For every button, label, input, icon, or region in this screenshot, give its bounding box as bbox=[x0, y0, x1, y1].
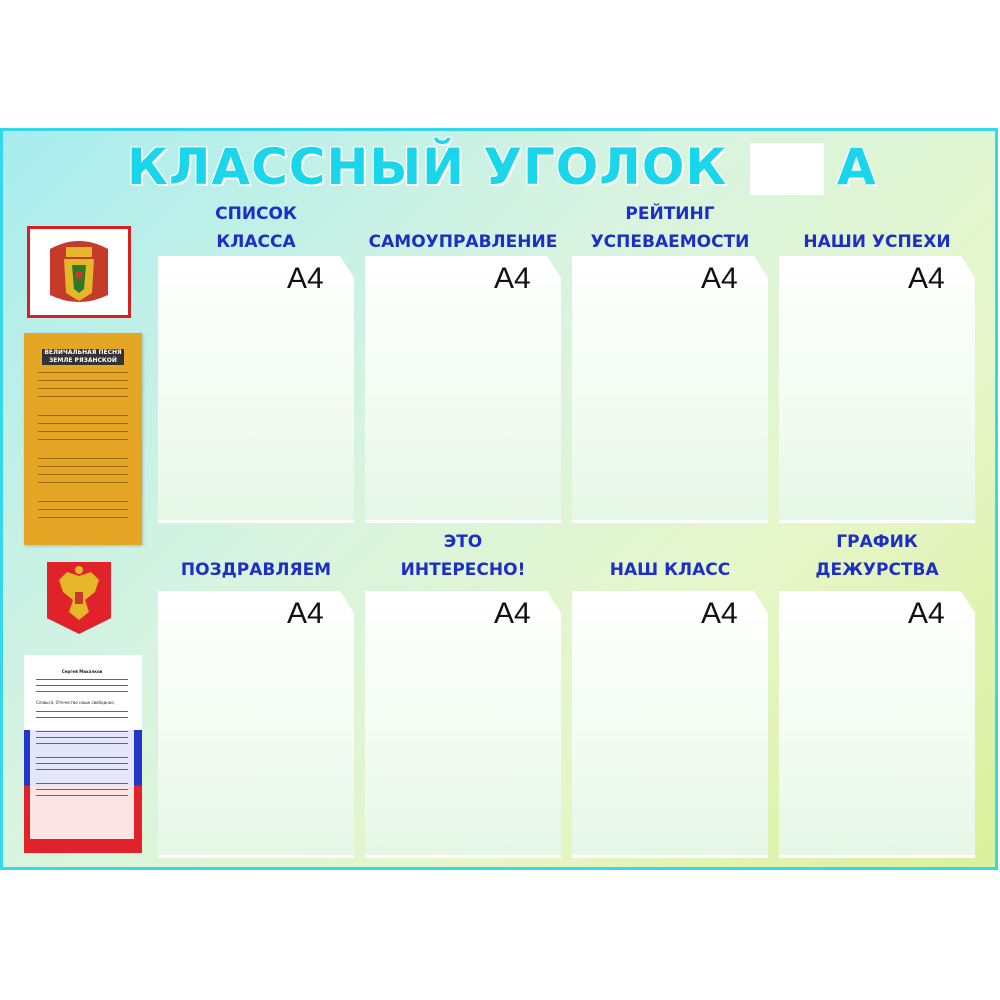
a4-pocket bbox=[365, 256, 564, 523]
a4-pocket bbox=[365, 591, 564, 858]
section-heading-congratulations: ПОЗДРАВЛЯЕМ bbox=[180, 560, 332, 580]
pocket-size-label: А4 bbox=[494, 597, 531, 630]
grade-letter: А bbox=[837, 138, 876, 196]
national-anthem-lines bbox=[36, 676, 128, 796]
section-heading-self-government: САМОУПРАВЛЕНИЕ bbox=[368, 232, 558, 252]
section-heading-our-achievements: НАШИ УСПЕХИ bbox=[803, 232, 951, 252]
section-heading-interesting: ЭТО ИНТЕРЕСНО! bbox=[400, 532, 526, 580]
a4-pocket bbox=[158, 591, 357, 858]
national-anthem-author: Сергей Михалков bbox=[61, 669, 103, 674]
a4-pocket bbox=[158, 256, 357, 523]
a4-pocket bbox=[572, 256, 771, 523]
regional-anthem-scroll bbox=[24, 333, 142, 545]
pocket-size-label: А4 bbox=[287, 262, 324, 295]
section-heading-progress-rating: РЕЙТИНГ УСПЕВАЕМОСТИ bbox=[590, 204, 750, 252]
section-heading-duty-schedule: ГРАФИК ДЕЖУРСТВА bbox=[815, 532, 939, 580]
regional-anthem-lines bbox=[24, 368, 142, 518]
national-anthem-chorus: Славься, Отечество наше свободное, bbox=[36, 700, 115, 705]
poster-title: КЛАССНЫЙ УГОЛОК bbox=[127, 138, 728, 196]
regional-anthem-title: ВЕЛИЧАЛЬНАЯ ПЕСНЯ ЗЕМЛЕ РЯЗАНСКОЙ bbox=[42, 349, 124, 365]
ryazan-coat-of-arms-icon bbox=[27, 226, 131, 318]
a4-pocket bbox=[779, 256, 978, 523]
pocket-size-label: А4 bbox=[908, 262, 945, 295]
national-anthem-scroll bbox=[24, 655, 142, 853]
pocket-size-label: А4 bbox=[287, 597, 324, 630]
pocket-size-label: А4 bbox=[908, 597, 945, 630]
pocket-size-label: А4 bbox=[701, 597, 738, 630]
a4-pocket bbox=[779, 591, 978, 858]
section-heading-our-class: НАШ КЛАСС bbox=[609, 560, 731, 580]
pocket-size-label: А4 bbox=[701, 262, 738, 295]
a4-pocket bbox=[572, 591, 771, 858]
section-heading-class-list: СПИСОК КЛАССА bbox=[215, 204, 297, 252]
grade-number-blank bbox=[750, 143, 824, 195]
pocket-size-label: А4 bbox=[494, 262, 531, 295]
